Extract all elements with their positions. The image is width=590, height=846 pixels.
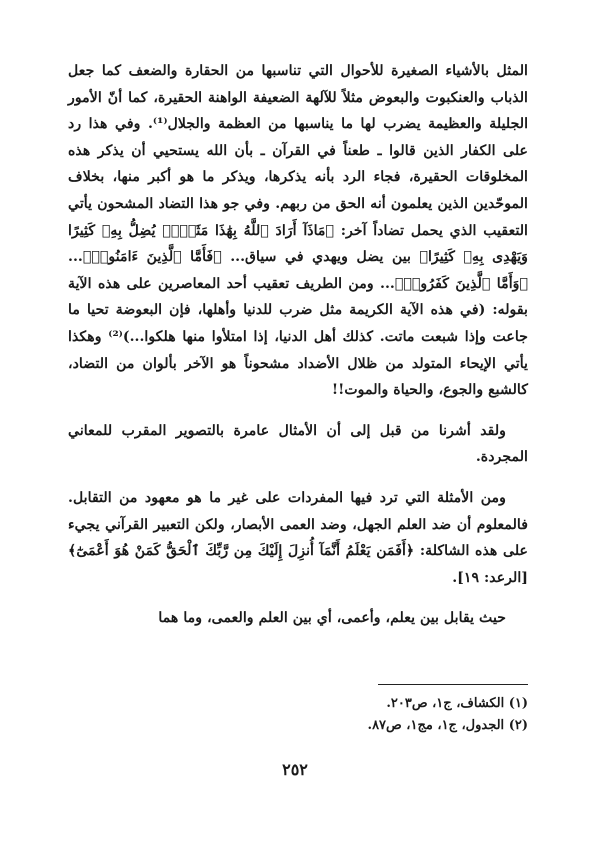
paragraph: ولقد أشرنا من قبل إلى أن الأمثال عامرة بالتصوير المقرب للمعاني المجردة. — [68, 422, 528, 466]
body-text — [68, 58, 528, 632]
footnote-divider — [378, 684, 528, 685]
footnote: (٢) الجدول، ج١، مج١، ص٨٧. — [367, 718, 528, 733]
paragraph: المثل بالأشياء الصغيرة للأحوال التي تناسبها من الحقارة والضعف كما جعل الذباب والعنكبوت والبعوض مثلاً للآلهة الضعيفة الواهنة الحقيرة، كما أنّ الأمور الجليلة والعظيمة يضرب لها ما يناسبها من العظمة والجلال⁽¹⁾. وفي هذا رد على الكفار الذين قالوا ـ طعناً في القرآن ـ بأن الله يستحيي أن يذكر هذه المخلوقات الحقيرة، فجاء الرد بأنه يذكرها، ويذكر ما هو أكبر منها، بخلاف الموحّدين الذين يعلمون أنه الحق من ربهم. وفي جو هذا التضاد المشحون يأتي التعقيب الذي يحمل تضاداً آخر: ﴿مَاذَآ أَرَادَ ٱللَّهُ بِهَٰذَا مَثَلًاۘ يُضِلُّ بِهِۦ كَثِيرًا وَيَهْدِى بِهِۦ كَثِيرًا﴾ بين يضل ويهدي في سياق... ﴿فَأَمَّا ٱلَّذِينَ ءَامَنُوا۟﴾... ﴿وَأَمَّا ٱلَّذِينَ كَفَرُوا۟﴾... ومن الطريف تعقيب أحد المعاصرين على هذه الآية بقوله: (في هذه الآية الكريمة مثل ضرب للدنيا وأهلها، فإن البعوضة تحيا ما جاعت وإذا شبعت ماتت. كذلك أهل الدنيا، إذا امتلأوا منها هلكوا...)⁽²⁾ وهكذا يأتي الإيحاء المتولد من ظلال الأضداد مشحوناً هو الآخر بألوان من التضاد، كالشبع والجوع، والحياة والموت!! — [68, 63, 529, 399]
paragraph: ومن الأمثلة التي ترد فيها المفردات على غير ما هو معهود من التقابل. فالمعلوم أن ضد العلم الجهل، وضد العمى الأبصار، ولكن التعبير القرآني يجيء على هذه الشاكلة: ﴿أَفَمَن يَعْلَمُ أَنَّمَآ أُنزِلَ إِلَيْكَ مِن رَّبِّكَ ٱلْحَقُّ كَمَنْ هُوَ أَعْمَىٰٓ﴾ [الرعد: ١٩]. — [68, 489, 528, 586]
footnotes — [228, 693, 528, 737]
page-number: ٢٥٢ — [282, 760, 308, 779]
footnote: (١) الكشاف، ج١، ص٢٠٣. — [386, 696, 528, 711]
paragraph: حيث يقابل بين يعلم، وأعمى، أي بين العلم والعمى، وما هما — [158, 610, 506, 627]
